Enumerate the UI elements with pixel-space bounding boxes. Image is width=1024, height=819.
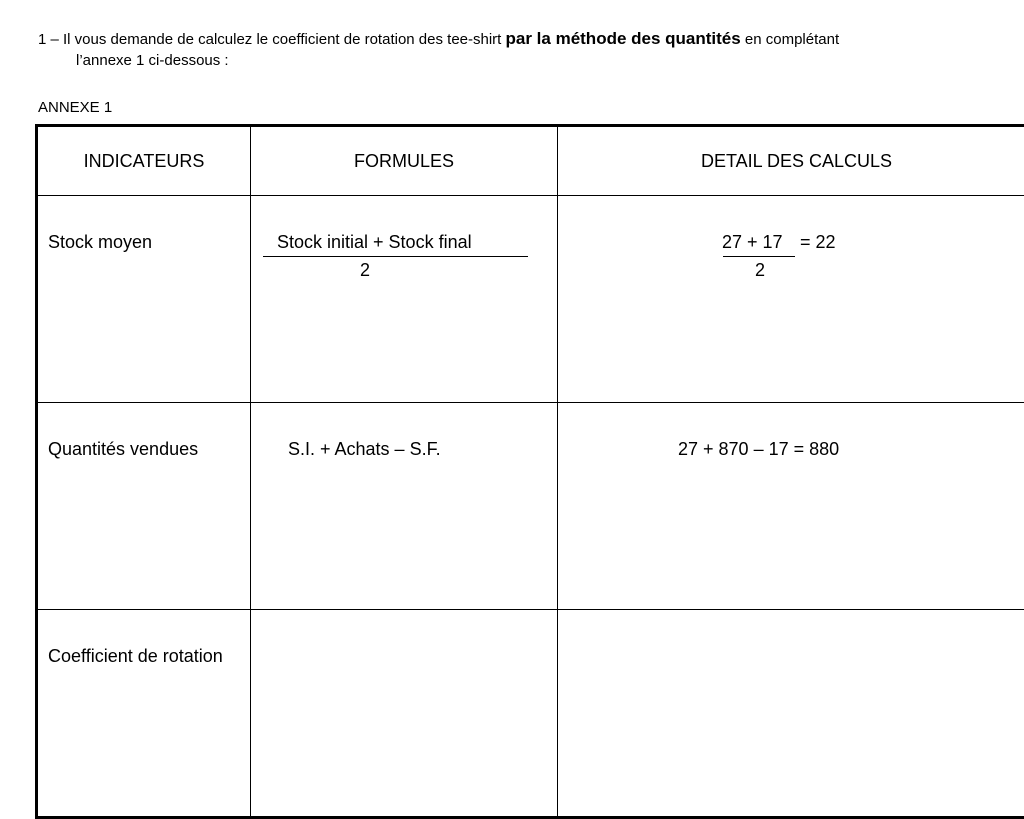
indicator-stock-moyen: Stock moyen (37, 196, 251, 403)
detail-text: 27 + 870 – 17 = 880 (678, 439, 839, 460)
formula-numerator: Stock initial + Stock final (277, 232, 472, 253)
detail-result: = 22 (800, 232, 836, 253)
formula-quantites-vendues (251, 403, 558, 610)
detail-stock-moyen (558, 196, 1024, 403)
question-part1: 1 – Il vous demande de calculez le coefficient de rotation des tee-shirt (38, 31, 506, 48)
annexe-label: ANNEXE 1 (38, 99, 112, 116)
question-line2: l’annexe 1 ci-dessous : (38, 50, 978, 71)
detail-denominator: 2 (755, 260, 765, 281)
indicator-coefficient-rotation: Coefficient de rotation (37, 610, 251, 818)
fraction-bar (263, 256, 528, 257)
header-detail-calculs: DETAIL DES CALCULS (558, 126, 1024, 196)
detail-quantites-vendues (558, 403, 1024, 610)
formula-coefficient-rotation (251, 610, 558, 818)
question-part2: en complétant (741, 31, 839, 48)
detail-coefficient-rotation (558, 610, 1024, 818)
table-header-row (37, 126, 1024, 196)
annexe-table (35, 124, 1024, 819)
formula-denominator: 2 (360, 260, 370, 281)
question-text (38, 28, 978, 71)
question-bold: par la méthode des quantités (506, 29, 741, 48)
table-row (37, 610, 1024, 818)
formula-text: S.I. + Achats – S.F. (288, 439, 441, 460)
detail-numerator: 27 + 17 (722, 232, 783, 253)
header-formules: FORMULES (251, 126, 558, 196)
table-row (37, 403, 1024, 610)
formula-stock-moyen (251, 196, 558, 403)
header-indicateurs: INDICATEURS (37, 126, 251, 196)
table-row (37, 196, 1024, 403)
fraction-bar (723, 256, 795, 257)
indicator-quantites-vendues: Quantités vendues (37, 403, 251, 610)
